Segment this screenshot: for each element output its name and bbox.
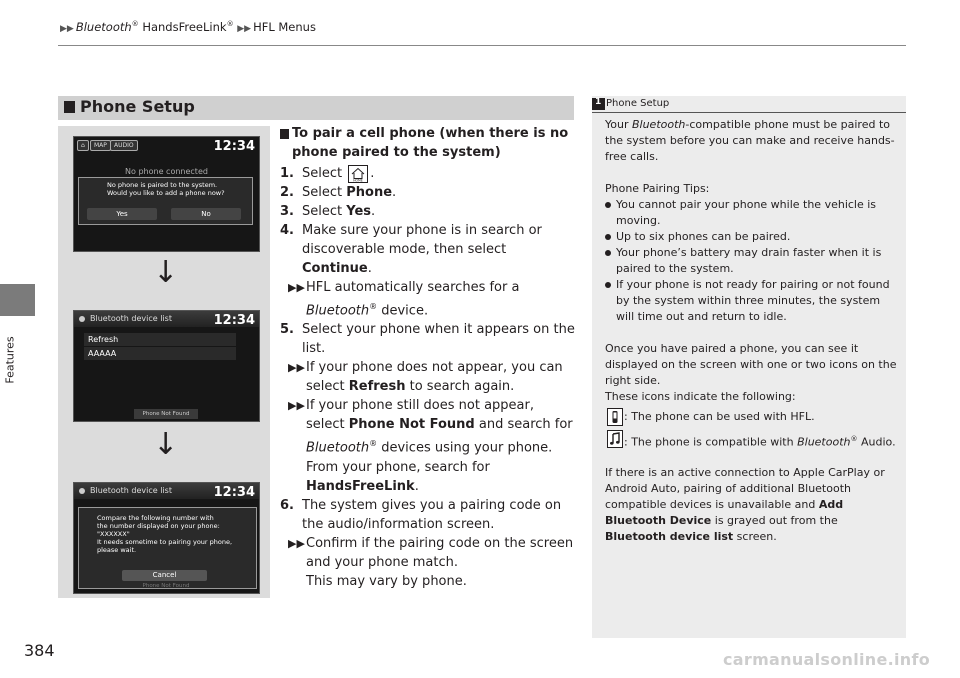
add-phone-dialog [78,177,253,225]
subheading-square-icon [280,129,289,139]
back-icon[interactable] [79,488,85,494]
clock: 12:34 [213,313,255,328]
page-number: 384 [24,641,55,660]
breadcrumb-bluetooth: Bluetooth [75,20,132,34]
screenshots-panel [58,126,270,598]
tip-item: You cannot pair your phone while the vehicle is moving. [605,197,899,229]
tip-item: Up to six phones can be paired. [605,229,899,245]
instructions [280,124,576,591]
note-arrow-icon: ▶▶ [288,536,305,550]
down-arrow-icon: ↓ [153,427,179,462]
hfl-icon-line: : The phone can be used with HFL. [605,407,899,427]
down-arrow-icon: ↓ [153,255,179,290]
home-icon [348,165,368,183]
phone-not-found-button[interactable]: Phone Not Found [134,409,198,419]
breadcrumb-arrow-icon: ▶▶ [60,24,74,34]
breadcrumb-arrow-icon: ▶▶ [237,24,252,34]
pairing-line-5: please wait. [97,546,137,554]
section-title: Phone Setup [80,97,195,116]
step-4: 4. Make sure your phone is in search or discoverable mode, then select Continue. [280,223,542,276]
dialog-line-2: Would you like to add a phone now? [107,189,225,197]
clock: 12:34 [213,485,255,500]
tip-item: If your phone is not ready for pairing or not found by the system within three minutes, the system will time out and return to idle. [605,277,899,325]
notes-para-2: Once you have paired a phone, you can see it displayed on the screen with one or two icons on the right side. [605,342,897,387]
tips-title: Phone Pairing Tips: [605,182,710,195]
notes-title: Phone Setup [606,98,670,109]
notes-header [592,96,906,113]
step-5-note-1: ▶▶ If your phone does not appear, you can select Refresh to search again. [288,360,563,395]
notes-panel [592,96,906,638]
breadcrumb-reg: ® [131,20,139,29]
screen-title: Bluetooth device list [90,314,172,323]
refresh-item[interactable]: Refresh [84,333,236,346]
screen-title: Bluetooth device list [90,486,172,495]
dialog-line-1: No phone is paired to the system. [107,181,218,189]
step-2: 2. Select Phone. [280,185,397,200]
header-rule [58,45,906,46]
step-6-note: ▶▶ Confirm if the pairing code on the screen and your phone match. This may vary by phone. [288,535,574,589]
note-arrow-icon: ▶▶ [288,399,305,413]
pairing-line-1: Compare the following number with [97,514,214,522]
notes-para-1: Your Bluetooth-compatible phone must be paired to the system before you can make and receive hands-free calls. [605,118,895,163]
step-4-note: ▶▶ HFL automatically searches for a Bluetooth® device. [288,280,520,319]
breadcrumb-hfl-menus: HFL Menus [253,20,316,34]
note-number-icon: 1 [592,98,605,110]
watermark: carmanualsonline.info [723,650,931,669]
back-icon[interactable] [79,316,85,322]
screen-device-list [73,310,260,422]
bullet-icon [605,234,611,240]
phone-icon [607,408,623,426]
screen-home [73,136,260,252]
home-chip-icon: ⌂ [77,140,89,151]
breadcrumb-handsfreelink: HandsFreeLink [138,20,227,34]
chapter-tab [0,284,35,316]
phone-not-found-button: Phone Not Found [142,583,190,589]
no-phone-status: No phone connected [125,167,208,176]
note-arrow-icon: ▶▶ [288,281,305,294]
device-item[interactable]: AAAAA [84,347,236,360]
chapter-label: Features [3,336,17,384]
notes-para-3: These icons indicate the following: [605,390,796,403]
bullet-icon [605,202,611,208]
step-3: 3. Select Yes. [280,204,376,219]
section-header [58,96,574,120]
svg-text:HOME: HOME [353,178,364,182]
breadcrumb [60,20,316,34]
no-button[interactable]: No [171,208,241,220]
pairing-code: "XXXXXX" [97,530,130,538]
screen-pairing-code [73,482,260,594]
step-5: 5. Select your phone when it appears on the list. [280,322,575,357]
bullet-icon [605,282,611,288]
notes-para-4: If there is an active connection to Apple CarPlay or Android Auto, pairing of additional Bluetooth compatible devices is unavailable and Add Bluetooth Device is grayed out from the Bluetooth device list screen. [605,466,885,543]
step-1: 1. Select HOME . [280,166,375,182]
audio-icon-line: : The phone is compatible with Bluetooth® Audio. [605,429,899,449]
map-chip: MAP [90,140,111,151]
cancel-button[interactable]: Cancel [122,570,207,581]
note-arrow-icon: ▶▶ [288,361,305,375]
pairing-line-4: It needs sometime to pairing your phone, [97,538,233,546]
clock: 12:34 [213,139,255,154]
pairing-line-2: the number displayed on your phone: [97,522,220,530]
step-6: 6. The system gives you a pairing code on the audio/information screen. [280,497,562,532]
yes-button[interactable]: Yes [87,208,157,220]
notes-body [605,117,899,545]
tip-item: Your phone’s battery may drain faster when it is paired to the system. [605,245,899,277]
breadcrumb-reg-2: ® [226,20,234,29]
section-square-icon [64,101,75,113]
audio-chip: AUDIO [110,140,138,151]
music-note-icon [607,430,623,448]
step-5-note-2: ▶▶ If your phone still does not appear, select Phone Not Found and search for Bluetooth® devices using your phone. From your phone, search for HandsFreeLink. [288,398,573,494]
bullet-icon [605,250,611,256]
subheading: To pair a cell phone (when there is no phone paired to the system) [280,124,576,162]
